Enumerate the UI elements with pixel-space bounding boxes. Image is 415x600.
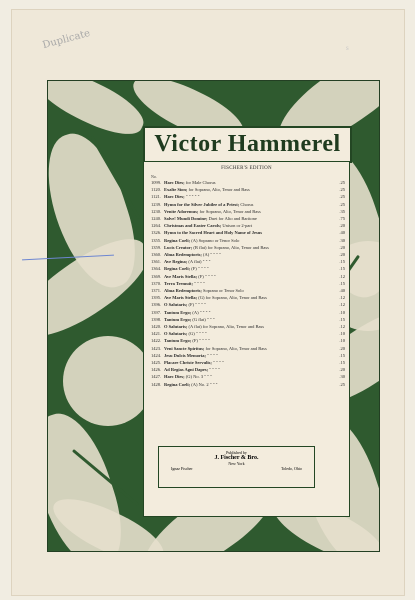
work-detail: (F) " " " " xyxy=(191,266,209,272)
catalog-number: 1425. xyxy=(151,360,162,366)
catalog-number: 1369. xyxy=(151,273,162,279)
catalog-title xyxy=(164,237,336,244)
work-title: Exalte Sion; xyxy=(164,187,188,193)
catalog-price: .10 xyxy=(339,309,345,315)
catalog-title xyxy=(164,193,336,200)
catalog-price: .15 xyxy=(339,266,345,272)
catalog-entry xyxy=(144,323,349,330)
work-title: Regina Coeli; xyxy=(164,266,191,272)
catalog-title xyxy=(164,280,336,287)
catalog-entry xyxy=(144,179,349,186)
work-title: Regina Coeli; xyxy=(164,381,191,387)
catalog-title xyxy=(164,258,336,265)
catalog-number: 1420. xyxy=(151,324,162,330)
catalog-number: 1371. xyxy=(151,288,162,294)
catalog-entry xyxy=(144,301,349,308)
catalog-number: 1230. xyxy=(151,208,162,214)
catalog-price: .35 xyxy=(339,208,345,214)
catalog-title xyxy=(164,201,336,208)
catalog-number: 1397. xyxy=(151,309,162,315)
catalog-number: 1398. xyxy=(151,316,162,322)
catalog-price: .20 xyxy=(339,252,345,258)
work-detail: (F) " " " " xyxy=(198,273,216,279)
catalog-title xyxy=(164,309,336,316)
catalog-title xyxy=(164,366,336,373)
work-detail: (A flat) for Soprano, Alto, Tenor and Bass xyxy=(188,324,264,330)
work-title: Ave Maris Stella; xyxy=(164,273,198,279)
catalog-price: .15 xyxy=(339,280,345,286)
catalog-number: 1428. xyxy=(151,381,162,387)
work-detail: " " " " xyxy=(213,360,224,366)
catalog-entry xyxy=(144,222,349,229)
catalog-price: .12 xyxy=(339,273,345,279)
work-detail: for Soprano, Alto, Tenor and Bass xyxy=(205,345,267,351)
publisher-right-text: Toledo, Ohio xyxy=(280,466,302,471)
catalog-number: 1240. xyxy=(151,216,162,222)
work-title: Haec Dies; xyxy=(164,180,185,185)
catalog-price: .12 xyxy=(339,295,345,301)
catalog-entry xyxy=(144,215,349,222)
catalog-entry xyxy=(144,309,349,316)
work-detail: (B flat) for Soprano, Alto, Tenor and Bass xyxy=(193,244,269,250)
publisher-footer xyxy=(159,466,314,471)
work-title: Tantum Ergo; xyxy=(164,316,192,322)
published-by: Published by xyxy=(226,450,247,455)
ornamental-frame xyxy=(47,80,380,552)
catalog-price: .75 xyxy=(339,216,345,222)
catalog-title xyxy=(164,251,336,258)
catalog-number: 1427. xyxy=(151,374,162,380)
catalog-price: .20 xyxy=(339,345,345,351)
catalog-title xyxy=(164,316,336,323)
work-detail: Soprano or Tenor Solo xyxy=(203,288,244,294)
catalog-number: 1360. xyxy=(151,252,162,258)
work-title: Hymn for the Silver Jubilee of a Priest; xyxy=(164,201,240,207)
catalog-price: .25 xyxy=(339,201,345,207)
work-title: Terra Tremuit; xyxy=(164,280,193,286)
catalog-title xyxy=(164,229,336,236)
catalog-entry xyxy=(144,229,349,236)
work-title: Tantum Ergo; xyxy=(164,309,192,315)
catalog-entry xyxy=(144,280,349,287)
catalog-number: 1421. xyxy=(151,331,162,337)
work-detail: for Soprano, Alto, Tenor and Bass xyxy=(188,187,250,193)
work-title: Venite Adoremus; xyxy=(164,208,199,214)
catalog-number: 1355. xyxy=(151,237,162,243)
catalog-price: .25 xyxy=(339,180,345,185)
catalog-title xyxy=(164,265,336,272)
catalog-entry xyxy=(144,265,349,272)
catalog-entry xyxy=(144,287,349,294)
catalog-title xyxy=(164,352,336,359)
catalog-title xyxy=(164,287,336,294)
catalog-entry xyxy=(144,201,349,208)
catalog-price: .25 xyxy=(339,187,345,193)
catalog-number: 1121. xyxy=(151,194,161,200)
catalog-entry xyxy=(144,237,349,244)
handwritten-note: Duplicate xyxy=(41,27,92,52)
work-title: Ad Regias Agni Dapes; xyxy=(164,367,209,373)
catalog-price: .25 xyxy=(339,194,345,200)
catalog-entry xyxy=(144,208,349,215)
catalog-title xyxy=(164,323,336,330)
catalog-entry xyxy=(144,381,349,388)
work-detail: (G) " " " " xyxy=(188,331,207,337)
catalog-entry xyxy=(144,251,349,258)
work-title: Alma Redemptoris; xyxy=(164,252,202,258)
work-title: Ave Regina; xyxy=(164,259,188,265)
catalog-price: .40 xyxy=(339,230,345,236)
work-detail: (A) Soprano or Tenor Solo xyxy=(191,237,240,243)
leaf-ornament xyxy=(63,336,153,426)
work-detail: (G flat) " " " xyxy=(192,316,215,322)
catalog-title xyxy=(164,294,336,301)
catalog-entry xyxy=(144,337,349,344)
catalog-number: 1326. xyxy=(151,230,162,236)
work-detail: for Male Chorus xyxy=(185,180,216,185)
catalog-title xyxy=(164,301,336,308)
catalog-title xyxy=(164,215,336,222)
catalog-title xyxy=(164,179,336,186)
catalog-title xyxy=(164,222,336,229)
publisher-city: New York xyxy=(228,461,245,466)
catalog-price: .20 xyxy=(339,244,345,250)
work-title: O Salutaris; xyxy=(164,331,188,337)
catalog-number: 1395. xyxy=(151,295,162,301)
work-title: Placare Christe Servulis; xyxy=(164,360,212,366)
catalog-price: .15 xyxy=(339,352,345,358)
catalog-price: .12 xyxy=(339,324,345,330)
catalog-number: 1424. xyxy=(151,352,162,358)
work-detail: " " " " xyxy=(209,367,220,373)
work-title: O Salutaris; xyxy=(164,324,188,330)
catalog-price: .40 xyxy=(339,288,345,294)
catalog-number: 1370. xyxy=(151,280,162,286)
catalog-number: 1359. xyxy=(151,244,162,250)
work-detail: (G) for Soprano, Alto, Tenor and Bass xyxy=(198,295,267,301)
work-detail: Unison or 2-part xyxy=(222,223,253,229)
composer-title: Victor Hammerel xyxy=(154,131,341,157)
work-detail: (A flat) " " " xyxy=(188,259,211,265)
catalog-price: .15 xyxy=(339,259,345,265)
catalog-entry xyxy=(144,294,349,301)
catalog-price: .20 xyxy=(339,223,345,229)
catalog-price: .15 xyxy=(339,316,345,322)
work-detail: " " " " xyxy=(194,280,205,286)
publisher-panel xyxy=(158,446,315,488)
catalog-price: .30 xyxy=(339,237,345,243)
catalog-title xyxy=(164,208,336,215)
catalog-number: 1396. xyxy=(151,302,162,308)
catalog-number: 1099. xyxy=(151,180,162,185)
title-panel xyxy=(143,126,352,163)
catalog-entry xyxy=(144,273,349,280)
catalog-price: .25 xyxy=(339,381,345,387)
catalog-title xyxy=(164,337,336,344)
catalog-entry xyxy=(144,366,349,373)
work-detail: (F) " " " " xyxy=(188,302,206,308)
work-title: Salve! Mundi Domine; xyxy=(164,216,208,222)
work-detail: (A) " " " " xyxy=(203,252,222,258)
corner-mark: s xyxy=(346,44,349,52)
catalog-price: .10 xyxy=(339,331,345,337)
catalog-price: .12 xyxy=(339,302,345,308)
work-detail: (A) No. 2 " " " xyxy=(191,381,218,387)
catalog-entry xyxy=(144,244,349,251)
work-title: Veni Sancte Spiritus; xyxy=(164,345,205,351)
work-detail: (F) " " " " xyxy=(192,338,210,344)
work-detail: Chorus xyxy=(240,201,254,207)
work-detail: (A) " " " " xyxy=(192,309,211,315)
catalog-title xyxy=(164,244,336,251)
catalog-title xyxy=(164,373,336,380)
number-heading: No. xyxy=(151,174,157,179)
catalog-entry xyxy=(144,345,349,352)
catalog-entry xyxy=(144,186,349,193)
work-title: Ave Maris Stella; xyxy=(164,295,198,301)
catalog-number: 1364. xyxy=(151,266,162,272)
publisher-left-text: Ignaz Fischer xyxy=(171,466,193,471)
catalog-title xyxy=(164,345,336,352)
catalog-price: .20 xyxy=(339,367,345,373)
catalog-entry xyxy=(144,359,349,366)
catalog-rows xyxy=(144,179,349,388)
catalog-entry xyxy=(144,330,349,337)
work-title: Haec Dies; xyxy=(164,374,185,380)
catalog-title xyxy=(164,381,336,388)
edition-heading: FISCHER'S EDITION xyxy=(221,166,272,171)
catalog-title xyxy=(164,273,336,280)
catalog-number: 1120. xyxy=(151,187,161,193)
catalog-entry xyxy=(144,316,349,323)
catalog-title xyxy=(164,359,336,366)
catalog-price: .15 xyxy=(339,360,345,366)
catalog-title xyxy=(164,330,336,337)
catalog-entry xyxy=(144,258,349,265)
catalog-title xyxy=(164,186,336,193)
catalog-number: 1361. xyxy=(151,259,162,265)
work-title: Tantum Ergo; xyxy=(164,338,192,344)
publisher-name: J. Fischer & Bro. xyxy=(214,455,259,461)
work-title: Hymn to the Sacred Heart and Holy Name of Jesus xyxy=(164,230,263,236)
catalog-price: .10 xyxy=(339,338,345,344)
work-detail: (G) No. 3 " " " xyxy=(185,374,213,380)
catalog-number: 1264. xyxy=(151,223,162,229)
catalog-entry xyxy=(144,193,349,200)
work-title: O Salutaris; xyxy=(164,302,188,308)
catalog-price: .30 xyxy=(339,374,345,380)
catalog-number: 1239. xyxy=(151,201,162,207)
sheet-music-cover xyxy=(12,10,404,595)
work-detail: Duet for Alto and Baritone xyxy=(208,216,257,222)
work-title: Alma Redemptoris; xyxy=(164,288,202,294)
work-title: Haec Dies; xyxy=(164,194,185,200)
work-title: Christmas and Easter Carols; xyxy=(164,223,222,229)
work-detail: " " " " xyxy=(207,352,218,358)
work-title: Regina Coeli; xyxy=(164,237,191,243)
catalog-number: 1423. xyxy=(151,345,162,351)
catalog-entry xyxy=(144,373,349,380)
work-title: Jesu Dulcis Memoria; xyxy=(164,352,206,358)
work-title: Lucis Creator; xyxy=(164,244,193,250)
catalog-entry xyxy=(144,352,349,359)
catalog-number: 1426. xyxy=(151,367,162,373)
catalog-number: 1422. xyxy=(151,338,162,344)
work-detail: " " " " " xyxy=(185,194,200,200)
work-detail: for Soprano, Alto, Tenor and Bass xyxy=(199,208,261,214)
